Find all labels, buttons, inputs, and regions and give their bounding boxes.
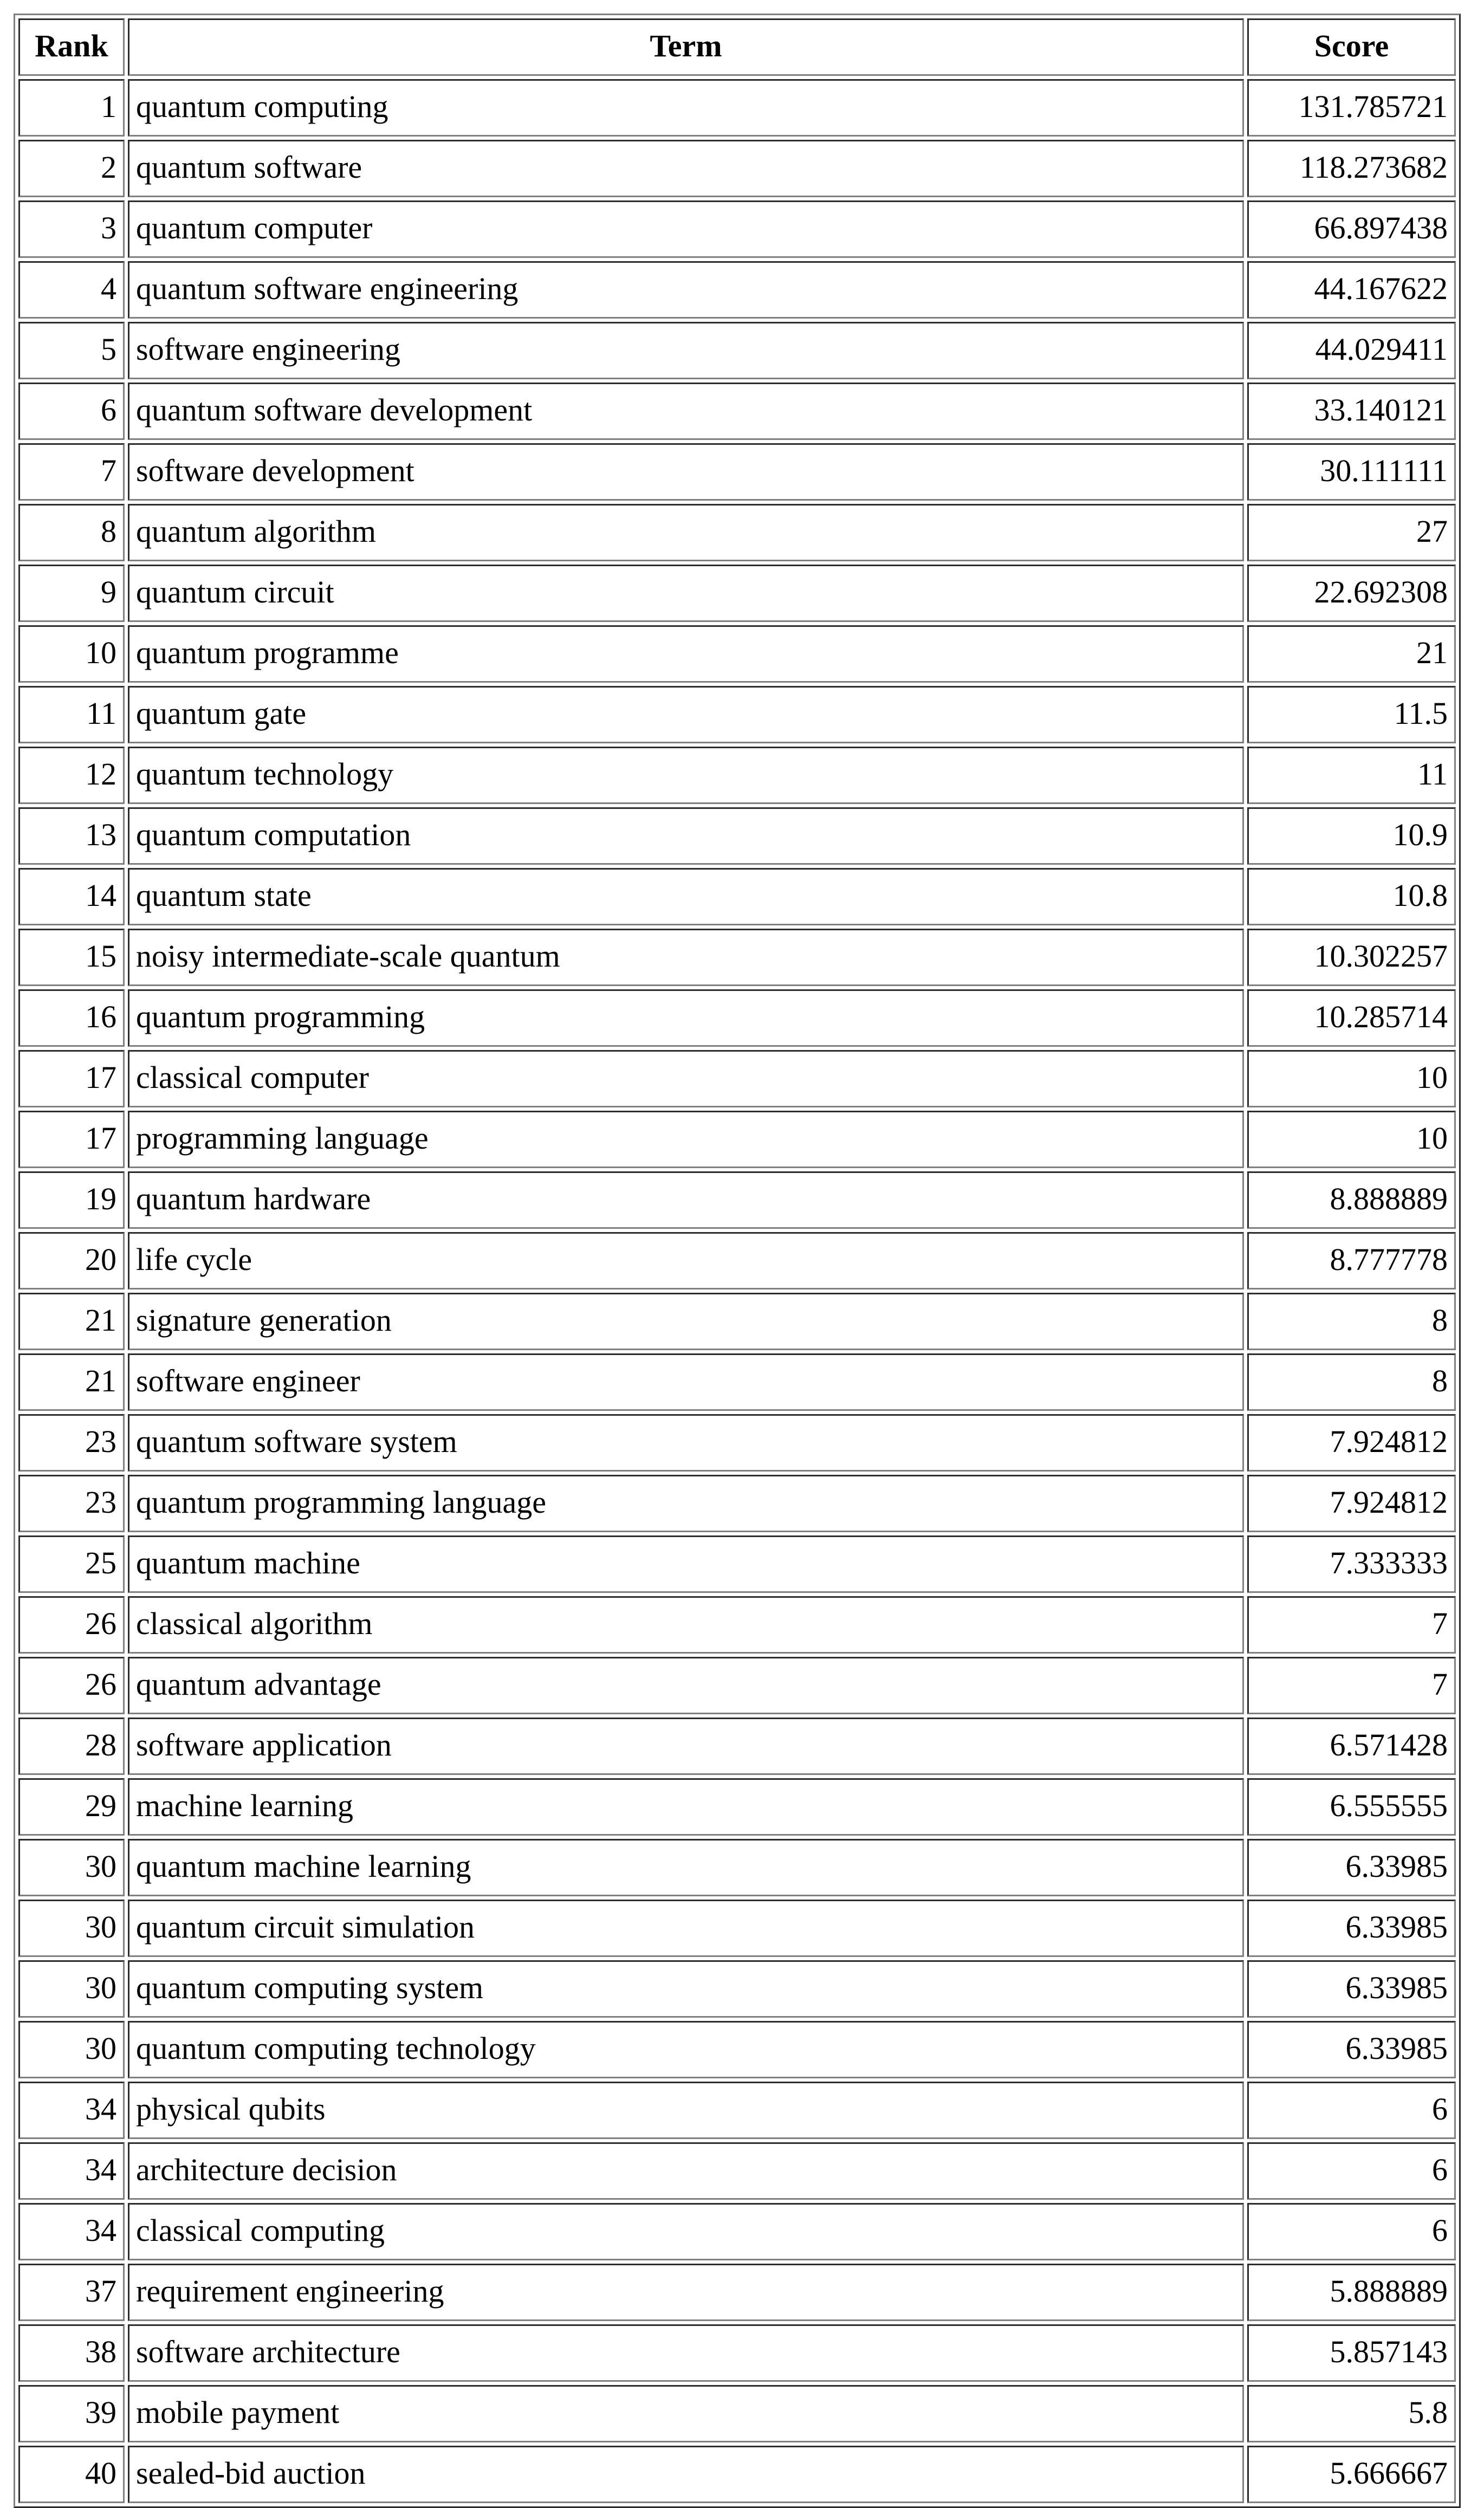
table-container	[14, 14, 1455, 2508]
cell-rank: 30	[18, 1839, 125, 1896]
cell-score: 8.777778	[1247, 1232, 1456, 1289]
cell-term: quantum computer	[128, 200, 1244, 258]
cell-term: sealed-bid auction	[128, 2446, 1244, 2503]
cell-score: 131.785721	[1247, 79, 1456, 137]
cell-rank: 38	[18, 2324, 125, 2382]
cell-score: 30.111111	[1247, 443, 1456, 501]
cell-rank: 23	[18, 1475, 125, 1532]
cell-score: 7.924812	[1247, 1414, 1456, 1472]
cell-term: quantum computing technology	[128, 2021, 1244, 2078]
cell-score: 5.666667	[1247, 2446, 1456, 2503]
cell-score: 21	[1247, 625, 1456, 683]
table-row	[18, 2446, 1456, 2503]
cell-score: 6.33985	[1247, 2021, 1456, 2078]
cell-term: quantum circuit simulation	[128, 1900, 1244, 1957]
table-row	[18, 1171, 1456, 1229]
cell-term: noisy intermediate-scale quantum	[128, 929, 1244, 986]
cell-score: 5.888889	[1247, 2264, 1456, 2321]
term-score-ranking-table	[14, 14, 1461, 2508]
cell-rank: 14	[18, 868, 125, 925]
cell-term: life cycle	[128, 1232, 1244, 1289]
cell-term: quantum programme	[128, 625, 1244, 683]
cell-term: requirement engineering	[128, 2264, 1244, 2321]
cell-score: 7	[1247, 1657, 1456, 1714]
table-row	[18, 322, 1456, 379]
cell-score: 6.555555	[1247, 1778, 1456, 1836]
cell-score: 11	[1247, 747, 1456, 804]
table-row	[18, 1232, 1456, 1289]
table-row	[18, 1535, 1456, 1593]
cell-score: 44.029411	[1247, 322, 1456, 379]
table-header-row	[18, 18, 1456, 76]
cell-rank: 4	[18, 261, 125, 319]
cell-rank: 30	[18, 1960, 125, 2018]
cell-term: quantum state	[128, 868, 1244, 925]
cell-term: classical algorithm	[128, 1596, 1244, 1654]
cell-score: 44.167622	[1247, 261, 1456, 319]
cell-score: 6	[1247, 2142, 1456, 2200]
cell-term: quantum algorithm	[128, 504, 1244, 561]
table-row	[18, 989, 1456, 1047]
table-row	[18, 1596, 1456, 1654]
table-row	[18, 1050, 1456, 1107]
table-row	[18, 79, 1456, 137]
cell-rank: 13	[18, 807, 125, 865]
cell-rank: 34	[18, 2142, 125, 2200]
table-row	[18, 1778, 1456, 1836]
cell-term: software application	[128, 1718, 1244, 1775]
column-header-score[interactable]: Score	[1247, 18, 1456, 76]
cell-rank: 20	[18, 1232, 125, 1289]
cell-score: 8	[1247, 1353, 1456, 1411]
table-row	[18, 868, 1456, 925]
table-row	[18, 1111, 1456, 1168]
cell-rank: 6	[18, 383, 125, 440]
cell-rank: 1	[18, 79, 125, 137]
cell-term: programming language	[128, 1111, 1244, 1168]
cell-rank: 19	[18, 1171, 125, 1229]
cell-term: quantum software system	[128, 1414, 1244, 1472]
cell-score: 6	[1247, 2082, 1456, 2139]
table-row	[18, 1475, 1456, 1532]
cell-rank: 26	[18, 1657, 125, 1714]
cell-term: software engineer	[128, 1353, 1244, 1411]
column-header-term[interactable]: Term	[128, 18, 1244, 76]
cell-term: quantum circuit	[128, 565, 1244, 622]
cell-term: classical computing	[128, 2203, 1244, 2260]
table-row	[18, 2142, 1456, 2200]
cell-term: quantum programming language	[128, 1475, 1244, 1532]
cell-rank: 26	[18, 1596, 125, 1654]
cell-rank: 15	[18, 929, 125, 986]
cell-term: quantum gate	[128, 686, 1244, 743]
cell-term: quantum computing system	[128, 1960, 1244, 2018]
cell-score: 10	[1247, 1111, 1456, 1168]
table-row	[18, 2203, 1456, 2260]
table-row	[18, 2385, 1456, 2442]
cell-rank: 34	[18, 2082, 125, 2139]
cell-score: 7	[1247, 1596, 1456, 1654]
cell-term: quantum machine learning	[128, 1839, 1244, 1896]
table-row	[18, 443, 1456, 501]
cell-rank: 40	[18, 2446, 125, 2503]
cell-rank: 34	[18, 2203, 125, 2260]
table-row	[18, 2264, 1456, 2321]
cell-term: quantum machine	[128, 1535, 1244, 1593]
cell-term: architecture decision	[128, 2142, 1244, 2200]
cell-term: quantum technology	[128, 747, 1244, 804]
table-row	[18, 504, 1456, 561]
cell-term: mobile payment	[128, 2385, 1244, 2442]
cell-rank: 17	[18, 1050, 125, 1107]
cell-rank: 37	[18, 2264, 125, 2321]
cell-rank: 5	[18, 322, 125, 379]
cell-score: 7.333333	[1247, 1535, 1456, 1593]
table-row	[18, 261, 1456, 319]
cell-rank: 30	[18, 1900, 125, 1957]
cell-term: quantum computing	[128, 79, 1244, 137]
cell-rank: 21	[18, 1293, 125, 1350]
cell-rank: 8	[18, 504, 125, 561]
cell-rank: 23	[18, 1414, 125, 1472]
cell-rank: 10	[18, 625, 125, 683]
cell-term: quantum computation	[128, 807, 1244, 865]
cell-term: quantum software engineering	[128, 261, 1244, 319]
cell-score: 6.33985	[1247, 1839, 1456, 1896]
table-row	[18, 1839, 1456, 1896]
cell-rank: 11	[18, 686, 125, 743]
cell-score: 22.692308	[1247, 565, 1456, 622]
cell-score: 66.897438	[1247, 200, 1456, 258]
table-row	[18, 2324, 1456, 2382]
cell-score: 11.5	[1247, 686, 1456, 743]
cell-rank: 12	[18, 747, 125, 804]
table-row	[18, 686, 1456, 743]
cell-score: 6.33985	[1247, 1960, 1456, 2018]
cell-score: 6.33985	[1247, 1900, 1456, 1957]
cell-term: quantum programming	[128, 989, 1244, 1047]
cell-term: signature generation	[128, 1293, 1244, 1350]
table-row	[18, 565, 1456, 622]
cell-score: 10.9	[1247, 807, 1456, 865]
table-row	[18, 1414, 1456, 1472]
cell-score: 33.140121	[1247, 383, 1456, 440]
table-row	[18, 1353, 1456, 1411]
cell-rank: 7	[18, 443, 125, 501]
cell-term: physical qubits	[128, 2082, 1244, 2139]
cell-score: 6	[1247, 2203, 1456, 2260]
cell-score: 5.8	[1247, 2385, 1456, 2442]
cell-score: 10.8	[1247, 868, 1456, 925]
table-row	[18, 2021, 1456, 2078]
cell-score: 10.285714	[1247, 989, 1456, 1047]
table-row	[18, 1718, 1456, 1775]
cell-term: software engineering	[128, 322, 1244, 379]
table-row	[18, 2082, 1456, 2139]
cell-term: quantum software	[128, 140, 1244, 197]
column-header-rank[interactable]: Rank	[18, 18, 125, 76]
cell-term: software architecture	[128, 2324, 1244, 2382]
table-row	[18, 140, 1456, 197]
cell-rank: 9	[18, 565, 125, 622]
table-row	[18, 1293, 1456, 1350]
cell-rank: 3	[18, 200, 125, 258]
cell-score: 6.571428	[1247, 1718, 1456, 1775]
table-row	[18, 1657, 1456, 1714]
cell-score: 27	[1247, 504, 1456, 561]
cell-term: quantum advantage	[128, 1657, 1244, 1714]
cell-rank: 16	[18, 989, 125, 1047]
cell-rank: 2	[18, 140, 125, 197]
cell-term: quantum software development	[128, 383, 1244, 440]
cell-score: 5.857143	[1247, 2324, 1456, 2382]
cell-term: software development	[128, 443, 1244, 501]
cell-score: 10	[1247, 1050, 1456, 1107]
cell-rank: 30	[18, 2021, 125, 2078]
table-row	[18, 807, 1456, 865]
cell-score: 7.924812	[1247, 1475, 1456, 1532]
table-body	[18, 79, 1456, 2503]
cell-rank: 29	[18, 1778, 125, 1836]
cell-rank: 21	[18, 1353, 125, 1411]
cell-term: classical computer	[128, 1050, 1244, 1107]
table-row	[18, 625, 1456, 683]
table-header	[18, 18, 1456, 76]
cell-rank: 17	[18, 1111, 125, 1168]
table-row	[18, 200, 1456, 258]
table-row	[18, 929, 1456, 986]
cell-rank: 39	[18, 2385, 125, 2442]
cell-score: 10.302257	[1247, 929, 1456, 986]
table-row	[18, 747, 1456, 804]
cell-score: 8	[1247, 1293, 1456, 1350]
cell-rank: 25	[18, 1535, 125, 1593]
cell-term: machine learning	[128, 1778, 1244, 1836]
table-row	[18, 1960, 1456, 2018]
table-row	[18, 1900, 1456, 1957]
cell-score: 8.888889	[1247, 1171, 1456, 1229]
table-row	[18, 383, 1456, 440]
cell-term: quantum hardware	[128, 1171, 1244, 1229]
cell-score: 118.273682	[1247, 140, 1456, 197]
cell-rank: 28	[18, 1718, 125, 1775]
